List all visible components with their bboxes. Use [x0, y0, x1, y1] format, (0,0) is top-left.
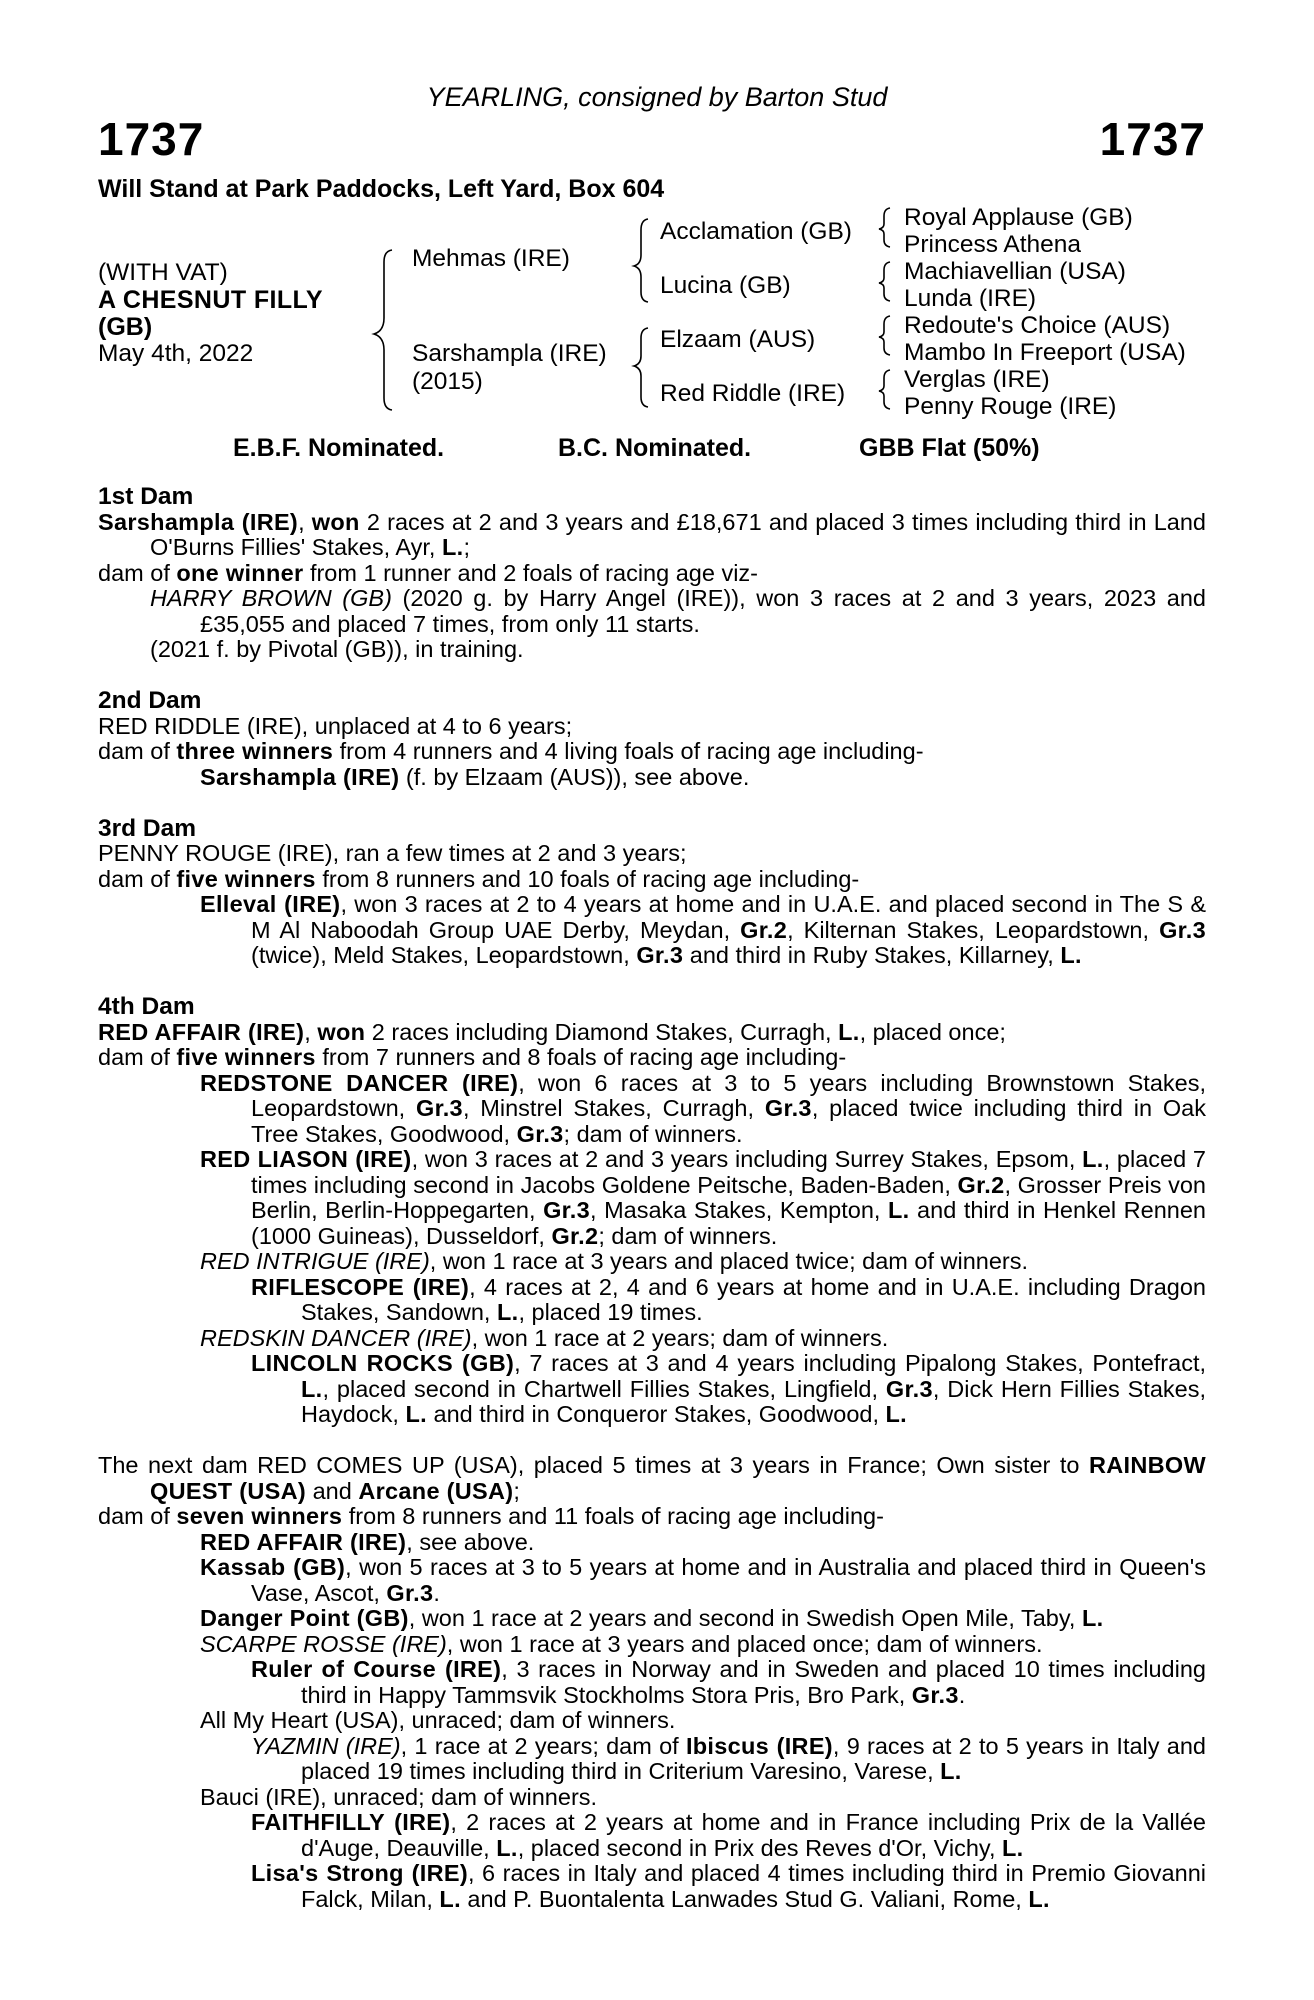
progeny-entry: RIFLESCOPE (IRE), 4 races at 2, 4 and 6 years at home and in U.A.E. including Dragon Stakes, Sandown, L., placed 19 times.: [251, 1273, 1207, 1325]
sire-sire-name: Acclamation (GB): [660, 218, 852, 245]
second-dam-summary: RED RIDDLE (IRE), unplaced at 4 to 6 years;: [98, 712, 573, 739]
dam-dam-name: Red Riddle (IRE): [660, 380, 846, 407]
vat-note: (WITH VAT): [98, 259, 228, 286]
dam-name: Sarshampla (IRE): [412, 340, 607, 367]
horse-name: RED LIASON (IRE): [200, 1146, 412, 1172]
ebf-nomination: E.B.F. Nominated.: [233, 434, 445, 462]
horse-name: A CHESNUT FILLY: [98, 286, 323, 314]
consignor-line: YEARLING, consigned by Barton Stud: [426, 82, 888, 112]
third-dam-produce: dam of five winners from 8 runners and 10 foals of racing age including-: [98, 865, 860, 892]
lot-number-left: 1737: [98, 113, 205, 165]
horse-name: Kassab (GB): [200, 1554, 346, 1580]
fourth-dam-summary: RED AFFAIR (IRE), won 2 races including Diamond Stakes, Curragh, L., placed once;: [98, 1018, 1006, 1045]
lot-number-right: 1737: [1099, 113, 1206, 165]
progeny-entry: RED INTRIGUE (IRE), won 1 race at 3 years and placed twice; dam of winners.: [200, 1248, 1029, 1274]
dam-year: (2015): [412, 368, 483, 395]
dam-sire-name: Elzaam (AUS): [660, 326, 816, 353]
ggp-8: Penny Rouge (IRE): [904, 393, 1117, 420]
progeny-entry: All My Heart (USA), unraced; dam of winners.: [200, 1707, 676, 1733]
first-dam-heading: 1st Dam: [98, 483, 194, 510]
stand-location: Will Stand at Park Paddocks, Left Yard, Box 604: [98, 175, 665, 203]
horse-name: Sarshampla (IRE): [200, 763, 400, 790]
progeny-entry: Bauci (IRE), unraced; dam of winners.: [200, 1783, 598, 1810]
first-dam-produce: dam of one winner from 1 runner and 2 foals of racing age viz-: [98, 559, 758, 586]
ggp-2: Princess Athena: [904, 231, 1082, 258]
pedigree-notes: [98, 484, 1206, 1912]
ggp-7: Verglas (IRE): [904, 366, 1050, 393]
progeny-entry: Ruler of Course (IRE), 3 races in Norway and in Sweden and placed 10 times including third in Happy Tammsvik Stockholms Stora Pris, Bro Park, Gr.3.: [251, 1656, 1206, 1708]
horse-name: RED AFFAIR (IRE): [200, 1528, 407, 1555]
progeny-entry: Sarshampla (IRE) (f. by Elzaam (AUS)), see above.: [200, 763, 750, 790]
horse-name: YAZMIN (IRE): [251, 1732, 401, 1759]
first-dam-summary: Sarshampla (IRE), won 2 races at 2 and 3 years and £18,671 and placed 3 times including third in Land O'Burns Fillies' Stakes, Ayr, L.;: [98, 508, 1206, 560]
horse-name: FAITHFILLY (IRE): [251, 1809, 451, 1835]
progeny-entry: LINCOLN ROCKS (GB), 7 races at 3 and 4 years including Pipalong Stakes, Pontefract, L., placed second in Chartwell Fillies Stakes, Lingfield, Gr.3, Dick Hern Fillies Stakes, Haydock, L. and third in Conqueror Stakes, Goodwood, L.: [251, 1350, 1206, 1427]
bc-nomination: B.C. Nominated.: [558, 434, 752, 462]
progeny-entry: Lisa's Strong (IRE), 6 races in Italy and placed 4 times including third in Premio Giovanni Falck, Milan, L. and P. Buontalenta Lanwades Stud G. Valiani, Rome, L.: [251, 1860, 1206, 1912]
horse-name: Lisa's Strong (IRE): [251, 1860, 468, 1886]
horse-name: RED AFFAIR (IRE): [98, 1018, 305, 1045]
progeny-entry: RED AFFAIR (IRE), see above.: [200, 1528, 535, 1555]
progeny-entry: Elleval (IRE), won 3 races at 2 to 4 years at home and in U.A.E. and placed second in The S & M Al Naboodah Group UAE Derby, Meydan, Gr.2, Kilternan Stakes, Leopardstown, Gr.3 (twice), Meld Stakes, Leopardstown, Gr.3 and third in Ruby Stakes, Killarney, L.: [200, 891, 1206, 968]
ggp-1: Royal Applause (GB): [904, 204, 1133, 231]
progeny-entry: HARRY BROWN (GB) (2020 g. by Harry Angel (IRE)), won 3 races at 2 and 3 years, 2023 and £35,055 and placed 7 times, from only 11 starts.: [150, 585, 1206, 637]
ggp-3: Machiavellian (USA): [904, 258, 1126, 285]
gbb-nomination: GBB Flat (50%): [859, 434, 1040, 462]
next-dam-produce: dam of seven winners from 8 runners and 11 foals of racing age including-: [98, 1503, 884, 1529]
progeny-entry: REDSKIN DANCER (IRE), won 1 race at 2 years; dam of winners.: [200, 1324, 889, 1351]
sire-dam-name: Lucina (GB): [660, 272, 791, 299]
progeny-entry: SCARPE ROSSE (IRE), won 1 race at 3 years and placed once; dam of winners.: [200, 1630, 1043, 1657]
horse-name: RED INTRIGUE (IRE): [200, 1248, 430, 1274]
sire-name: Mehmas (IRE): [412, 245, 570, 272]
progeny-entry: REDSTONE DANCER (IRE), won 6 races at 3 to 5 years including Brownstown Stakes, Leopardstown, Gr.3, Minstrel Stakes, Curragh, Gr.3, placed twice including third in Oak Tree Stakes, Goodwood, Gr.3; dam of winners.: [200, 1069, 1206, 1147]
fourth-dam-produce: dam of five winners from 7 runners and 8 foals of racing age including-: [98, 1044, 847, 1070]
foaling-date: May 4th, 2022: [98, 340, 254, 367]
progeny-entry: RED LIASON (IRE), won 3 races at 2 and 3 years including Surrey Stakes, Epsom, L., placed 7 times including second in Jacobs Goldene Peitsche, Baden-Baden, Gr.2, Grosser Preis von Berlin, Berlin-Hoppegarten, Gr.3, Masaka Stakes, Kempton, L. and third in Henkel Rennen (1000 Guineas), Dusseldorf, Gr.2; dam of winners.: [200, 1146, 1206, 1249]
horse-name: REDSKIN DANCER (IRE): [200, 1324, 472, 1351]
horse-name: RIFLESCOPE (IRE): [251, 1273, 470, 1300]
horse-name: SCARPE ROSSE (IRE): [200, 1630, 447, 1657]
progeny-entry: Kassab (GB), won 5 races at 3 to 5 years at home and in Australia and placed third in Queen's Vase, Ascot, Gr.3.: [200, 1554, 1206, 1606]
horse-name: LINCOLN ROCKS (GB): [251, 1350, 515, 1376]
third-dam-heading: 3rd Dam: [98, 814, 197, 842]
ggp-6: Mambo In Freeport (USA): [904, 339, 1186, 366]
horse-name: Ruler of Course (IRE): [251, 1656, 502, 1682]
progeny-entry: Danger Point (GB), won 1 race at 2 years and second in Swedish Open Mile, Taby, L.: [200, 1605, 1104, 1631]
ggp-4: Lunda (IRE): [904, 285, 1037, 312]
next-dam-summary: The next dam RED COMES UP (USA), placed 5 times at 3 years in France; Own sister to RAINBOW QUEST (USA) and Arcane (USA);: [98, 1452, 1206, 1504]
horse-name: REDSTONE DANCER (IRE): [200, 1069, 519, 1096]
fourth-dam-heading: 4th Dam: [98, 993, 195, 1020]
ggp-5: Redoute's Choice (AUS): [904, 312, 1171, 339]
third-dam-summary: PENNY ROUGE (IRE), ran a few times at 2 and 3 years;: [98, 840, 687, 866]
second-dam-heading: 2nd Dam: [98, 687, 202, 714]
horse-name: Elleval (IRE): [200, 891, 341, 917]
progeny-entry: YAZMIN (IRE), 1 race at 2 years; dam of Ibiscus (IRE), 9 races at 2 to 5 years in Italy and placed 19 times including third in Criterium Varesino, Varese, L.: [251, 1732, 1206, 1784]
horse-name: HARRY BROWN (GB): [150, 585, 392, 611]
progeny-entry: (2021 f. by Pivotal (GB)), in training.: [150, 636, 524, 662]
horse-name-suffix: (GB): [98, 313, 153, 341]
horse-name: Sarshampla (IRE): [98, 508, 299, 535]
progeny-entry: FAITHFILLY (IRE), 2 races at 2 years at home and in France including Prix de la Vallée d'Auge, Deauville, L., placed second in Prix des Reves d'Or, Vichy, L.: [251, 1809, 1206, 1861]
horse-name: Danger Point (GB): [200, 1605, 409, 1631]
second-dam-produce: dam of three winners from 4 runners and 4 living foals of racing age including-: [98, 738, 924, 764]
